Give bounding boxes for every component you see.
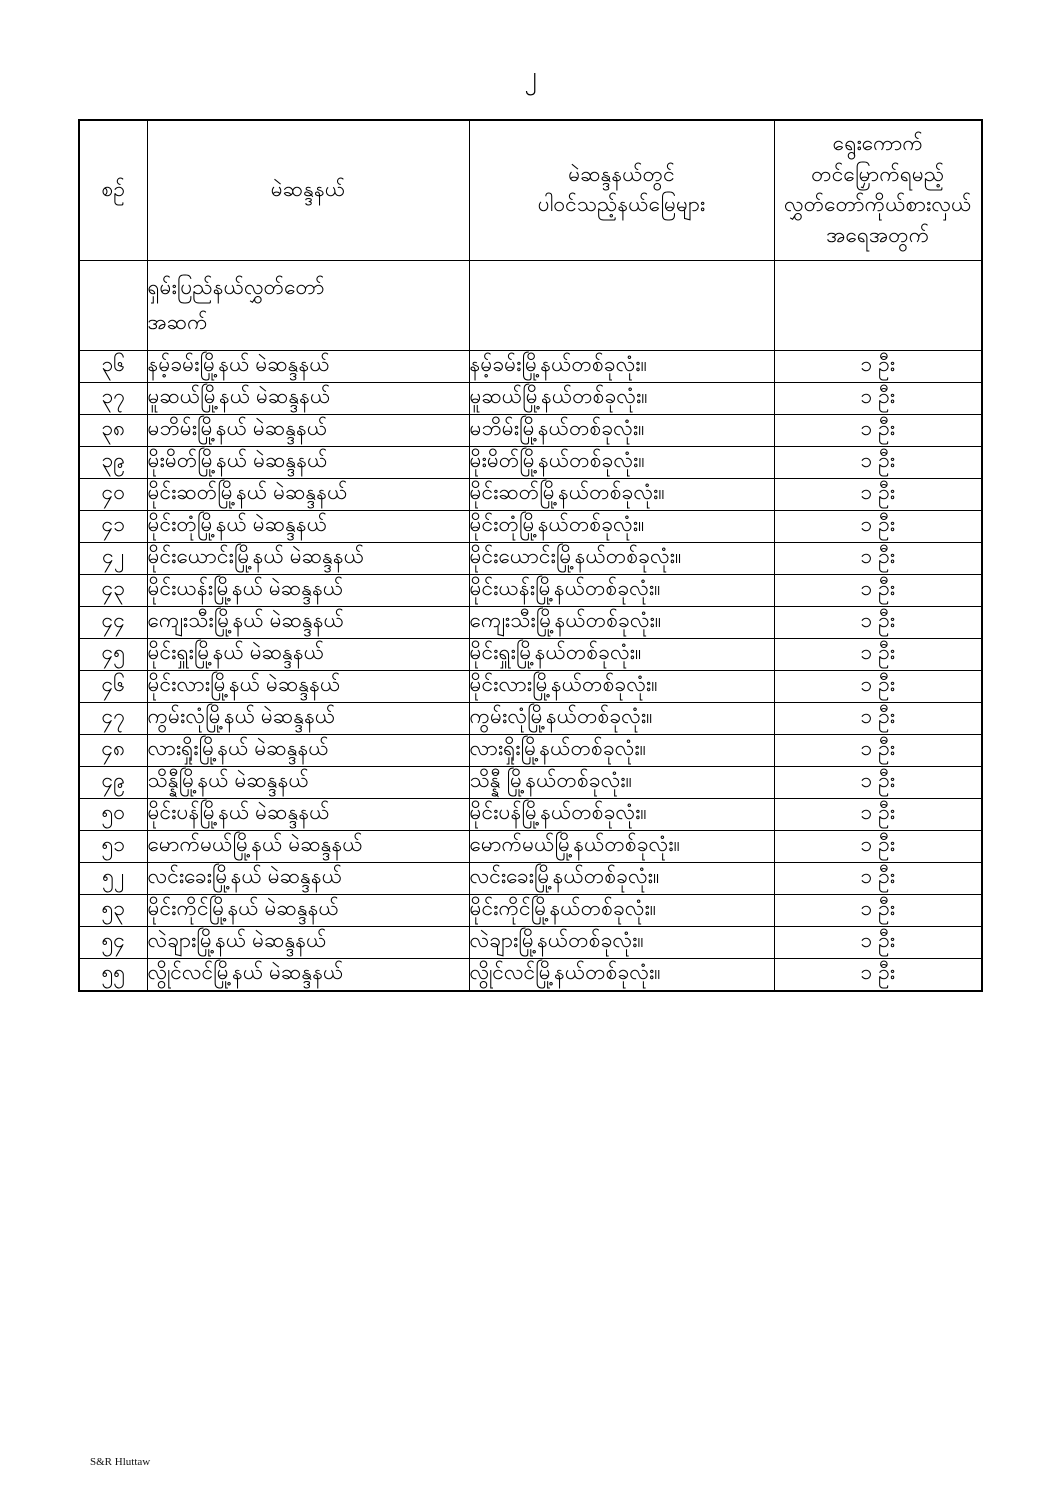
table-row <box>79 510 982 542</box>
header-count-line4: အရေအတွက် <box>826 223 930 247</box>
header-count-line1: ရွေးကောက် <box>832 132 923 156</box>
cell-area: မိုင်းယန်းမြို့နယ်တစ်ခုလုံး။ <box>469 574 774 606</box>
section-title-line1: ရှမ်းပြည်နယ်လွှတ်တော် <box>147 275 325 299</box>
cell-count: ၁ ဦး <box>774 446 982 478</box>
cell-area: ကျေးသီးမြို့နယ်တစ်ခုလုံး။ <box>469 606 774 638</box>
cell-no: ၄၁ <box>79 510 147 542</box>
cell-area: နမ့်ခမ်းမြို့နယ်တစ်ခုလုံး။ <box>469 350 774 382</box>
section-heading-row <box>79 260 982 350</box>
table-row <box>79 606 982 638</box>
cell-count: ၁ ဦး <box>774 734 982 766</box>
table-row <box>79 638 982 670</box>
header-no: စဉ် <box>79 120 147 260</box>
cell-no: ၄၈ <box>79 734 147 766</box>
constituency-table <box>78 119 983 992</box>
cell-count: ၁ ဦး <box>774 638 982 670</box>
cell-no: ၄၆ <box>79 670 147 702</box>
cell-constituency: ကျေးသီးမြို့နယ် မဲဆန္ဒနယ် <box>147 606 469 638</box>
table-row <box>79 446 982 478</box>
cell-no: ၄၇ <box>79 702 147 734</box>
cell-count: ၁ ဦး <box>774 382 982 414</box>
cell-no: ၅၃ <box>79 894 147 926</box>
cell-no: ၄၀ <box>79 478 147 510</box>
cell-constituency: ကွမ်းလုံမြို့နယ် မဲဆန္ဒနယ် <box>147 702 469 734</box>
cell-count: ၁ ဦး <box>774 606 982 638</box>
header-constituency: မဲဆန္ဒနယ် <box>147 120 469 260</box>
cell-count: ၁ ဦး <box>774 862 982 894</box>
cell-no: ၄၄ <box>79 606 147 638</box>
cell-no: ၅၅ <box>79 958 147 991</box>
cell-no: ၄၃ <box>79 574 147 606</box>
cell-area: မိုင်းကိုင်မြို့နယ်တစ်ခုလုံး။ <box>469 894 774 926</box>
cell-no: ၃၆ <box>79 350 147 382</box>
cell-constituency: မိုင်းလားမြို့နယ် မဲဆန္ဒနယ် <box>147 670 469 702</box>
table-row <box>79 894 982 926</box>
cell-count: ၁ ဦး <box>774 766 982 798</box>
cell-count: ၁ ဦး <box>774 894 982 926</box>
table-row <box>79 926 982 958</box>
cell-no: ၄၅ <box>79 638 147 670</box>
cell-area: မောက်မယ်မြို့နယ်တစ်ခုလုံး။ <box>469 830 774 862</box>
cell-constituency: မိုးမိတ်မြို့နယ် မဲဆန္ဒနယ် <box>147 446 469 478</box>
table-body <box>79 260 982 991</box>
cell-constituency: မောက်မယ်မြို့နယ် မဲဆန္ဒနယ် <box>147 830 469 862</box>
section-title <box>147 260 469 350</box>
cell-constituency: သိန္နီမြို့နယ် မဲဆန္ဒနယ် <box>147 766 469 798</box>
cell-count: ၁ ဦး <box>774 350 982 382</box>
cell-area: မူဆယ်မြို့နယ်တစ်ခုလုံး။ <box>469 382 774 414</box>
cell-area: လဲချားမြို့နယ်တစ်ခုလုံး။ <box>469 926 774 958</box>
cell-constituency: လားရှိုးမြို့နယ် မဲဆန္ဒနယ် <box>147 734 469 766</box>
cell-no: ၅၁ <box>79 830 147 862</box>
cell-count: ၁ ဦး <box>774 542 982 574</box>
header-areas <box>469 120 774 260</box>
cell-constituency: မိုင်းယောင်းမြို့နယ် မဲဆန္ဒနယ် <box>147 542 469 574</box>
cell-constituency: လင်းခေးမြို့နယ် မဲဆန္ဒနယ် <box>147 862 469 894</box>
cell-count: ၁ ဦး <box>774 478 982 510</box>
table-row <box>79 382 982 414</box>
cell-no: ၅၂ <box>79 862 147 894</box>
table-row <box>79 734 982 766</box>
cell-constituency: နမ့်ခမ်းမြို့နယ် မဲဆန္ဒနယ် <box>147 350 469 382</box>
cell-count: ၁ ဦး <box>774 574 982 606</box>
cell-constituency: မိုင်းကိုင်မြို့နယ် မဲဆန္ဒနယ် <box>147 894 469 926</box>
table-row <box>79 862 982 894</box>
table-row <box>79 414 982 446</box>
cell-no: ၃၇ <box>79 382 147 414</box>
cell-area: လင်းခေးမြို့နယ်တစ်ခုလုံး။ <box>469 862 774 894</box>
cell-count: ၁ ဦး <box>774 798 982 830</box>
cell-no: ၄၉ <box>79 766 147 798</box>
cell-area: မိုင်းပန်မြို့နယ်တစ်ခုလုံး။ <box>469 798 774 830</box>
table-row <box>79 830 982 862</box>
cell-constituency: လွိုင်လင်မြို့နယ် မဲဆန္ဒနယ် <box>147 958 469 991</box>
cell-no: ၃၉ <box>79 446 147 478</box>
table-row <box>79 574 982 606</box>
cell-count: ၁ ဦး <box>774 702 982 734</box>
cell-constituency: မိုင်းဆတ်မြို့နယ် မဲဆန္ဒနယ် <box>147 478 469 510</box>
cell-area: မိုးမိတ်မြို့နယ်တစ်ခုလုံး။ <box>469 446 774 478</box>
cell-no: ၅၀ <box>79 798 147 830</box>
table-container <box>0 119 1061 992</box>
table-row <box>79 798 982 830</box>
cell-count: ၁ ဦး <box>774 830 982 862</box>
cell-area: မိုင်းတုံမြို့နယ်တစ်ခုလုံး။ <box>469 510 774 542</box>
cell-area: မဘိမ်းမြို့နယ်တစ်ခုလုံး။ <box>469 414 774 446</box>
header-row <box>79 120 982 260</box>
cell-area: မိုင်းရှူးမြို့နယ်တစ်ခုလုံး။ <box>469 638 774 670</box>
cell-constituency: မိုင်းယန်းမြို့နယ် မဲဆန္ဒနယ် <box>147 574 469 606</box>
header-representative-count <box>774 120 982 260</box>
table-row <box>79 542 982 574</box>
cell-constituency: မိုင်းရှူးမြို့နယ် မဲဆန္ဒနယ် <box>147 638 469 670</box>
section-count <box>774 260 982 350</box>
cell-area: ကွမ်းလုံမြို့နယ်တစ်ခုလုံး။ <box>469 702 774 734</box>
cell-count: ၁ ဦး <box>774 510 982 542</box>
cell-area: မိုင်းယောင်းမြို့နယ်တစ်ခုလုံး။ <box>469 542 774 574</box>
cell-constituency: မဘိမ်းမြို့နယ် မဲဆန္ဒနယ် <box>147 414 469 446</box>
cell-no: ၅၄ <box>79 926 147 958</box>
header-areas-line2: ပါဝင်သည့်နယ်မြေများ <box>537 193 706 217</box>
section-title-line2: အဆက် <box>147 311 208 335</box>
cell-area: လွိုင်လင်မြို့နယ်တစ်ခုလုံး။ <box>469 958 774 991</box>
cell-area: မိုင်းဆတ်မြို့နယ်တစ်ခုလုံး။ <box>469 478 774 510</box>
cell-area: လားရှိုးမြို့နယ်တစ်ခုလုံး။ <box>469 734 774 766</box>
footer-note: S&R Hluttaw <box>90 1456 151 1468</box>
section-no <box>79 260 147 350</box>
cell-count: ၁ ဦး <box>774 926 982 958</box>
cell-constituency: မူဆယ်မြို့နယ် မဲဆန္ဒနယ် <box>147 382 469 414</box>
cell-area: သိန္နီ မြို့နယ်တစ်ခုလုံး။ <box>469 766 774 798</box>
cell-no: ၄၂ <box>79 542 147 574</box>
cell-count: ၁ ဦး <box>774 670 982 702</box>
cell-area: မိုင်းလားမြို့နယ်တစ်ခုလုံး။ <box>469 670 774 702</box>
header-areas-line1: မဲဆန္ဒနယ်တွင် <box>568 162 675 186</box>
section-area <box>469 260 774 350</box>
header-count-line2: တင်မြှောက်ရမည့် <box>811 162 945 186</box>
table-row <box>79 478 982 510</box>
page-number: ၂ <box>524 62 537 90</box>
cell-no: ၃၈ <box>79 414 147 446</box>
cell-constituency: မိုင်းတုံမြို့နယ် မဲဆန္ဒနယ် <box>147 510 469 542</box>
table-row <box>79 766 982 798</box>
header-count-line3: လွှတ်တော်ကိုယ်စားလှယ် <box>784 193 972 217</box>
table-header <box>79 120 982 260</box>
cell-constituency: လဲချားမြို့နယ် မဲဆန္ဒနယ် <box>147 926 469 958</box>
table-row <box>79 350 982 382</box>
cell-count: ၁ ဦး <box>774 958 982 991</box>
table-row <box>79 702 982 734</box>
cell-count: ၁ ဦး <box>774 414 982 446</box>
cell-constituency: မိုင်းပန်မြို့နယ် မဲဆန္ဒနယ် <box>147 798 469 830</box>
table-row <box>79 670 982 702</box>
table-row <box>79 958 982 991</box>
